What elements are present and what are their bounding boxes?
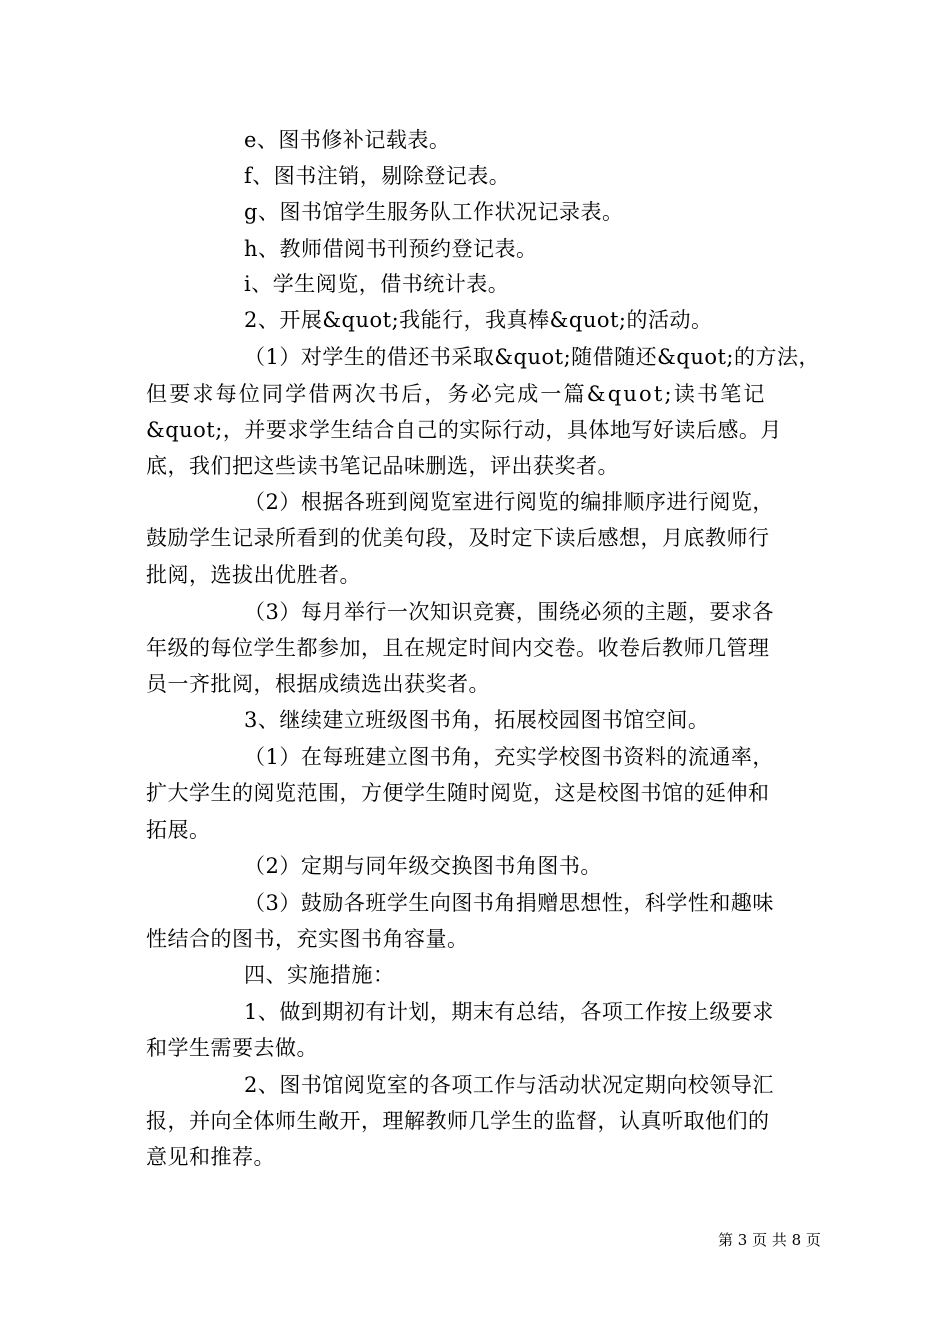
text-line: e、图书修补记载表。 [244, 128, 451, 152]
text-line: 底，我们把这些读书笔记品味删选，评出获奖者。 [146, 454, 619, 478]
text-line: （2）定期与同年级交换图书角图书。 [244, 854, 602, 878]
text-line: 1、做到期初有计划，期末有总结，各项工作按上级要求 [244, 1000, 774, 1024]
text-line: 员一齐批阅，根据成绩选出获奖者。 [146, 672, 490, 696]
text-line: 但要求每位同学借两次书后，务必完成一篇&quot;读书笔记 [146, 382, 767, 406]
text-line: &quot;，并要求学生结合自己的实际行动，具体地写好读后感。月 [146, 418, 782, 442]
text-line: h、教师借阅书刊预约登记表。 [244, 237, 538, 261]
text-line: （3）每月举行一次知识竞赛，围绕必须的主题，要求各 [244, 600, 774, 624]
text-line: 年级的每位学生都参加，且在规定时间内交卷。收卷后教师几管理 [146, 636, 770, 660]
text-line: 性结合的图书，充实图书角容量。 [146, 927, 469, 951]
text-line: 意见和推荐。 [146, 1145, 275, 1169]
text-line: 2、开展&quot;我能行，我真棒&quot;的活动。 [244, 308, 713, 332]
text-line: g、图书馆学生服务队工作状况记录表。 [244, 200, 624, 224]
page-number: 第 3 页 共 8 页 [718, 1231, 821, 1249]
text-line: （1）在每班建立图书角，充实学校图书资料的流通率， [244, 745, 774, 769]
text-line: 报，并向全体师生敞开，理解教师几学生的监督，认真听取他们的 [146, 1109, 770, 1133]
text-line: 3、继续建立班级图书角，拓展校园图书馆空间。 [244, 708, 710, 732]
text-line: 扩大学生的阅览范围，方便学生随时阅览，这是校图书馆的延伸和 [146, 781, 770, 805]
text-line: f、图书注销，剔除登记表。 [244, 164, 511, 188]
text-line: （2）根据各班到阅览室进行阅览的编排顺序进行阅览， [244, 490, 774, 514]
text-line: 拓展。 [146, 818, 211, 842]
text-line: 鼓励学生记录所看到的优美句段，及时定下读后感想，月底教师行 [146, 526, 770, 550]
section-heading: 四、实施措施： [244, 963, 395, 987]
text-line: 2、图书馆阅览室的各项工作与活动状况定期向校领导汇 [244, 1073, 774, 1097]
text-line: （3）鼓励各班学生向图书角捐赠思想性，科学性和趣味 [244, 891, 774, 915]
text-line: 和学生需要去做。 [146, 1036, 318, 1060]
text-line: i、学生阅览，借书统计表。 [244, 272, 510, 296]
text-line: （1）对学生的借还书采取&quot;随借随还&quot;的方法， [244, 345, 820, 369]
text-line: 批阅，选拔出优胜者。 [146, 563, 361, 587]
